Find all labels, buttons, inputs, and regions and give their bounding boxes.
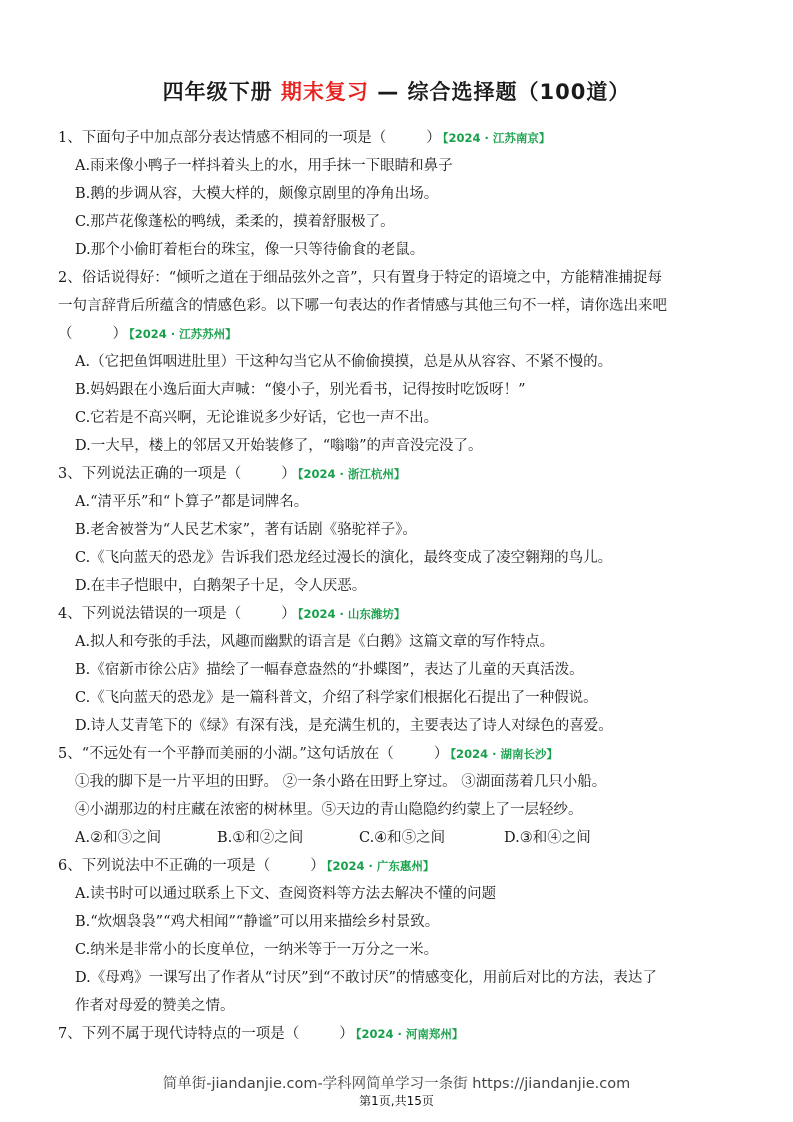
q1-option-c: C.那芦花像蓬松的鸭绒，柔柔的，摸着舒服极了。 — [75, 214, 395, 230]
q4-option-c: C.《飞向蓝天的恐龙》是一篇科普文，介绍了科学家们根据化石提出了一种假说。 — [75, 690, 598, 706]
q2-option-a: A.（它把鱼饵咽进肚里）干这种勾当它从不偷偷摸摸，总是从从容容、不紧不慢的。 — [75, 354, 613, 370]
q7-close: ） — [339, 1026, 354, 1042]
q5-sentences-1: ①我的脚下是一片平坦的田野。 ②一条小路在田野上穿过。 ③湖面荡着几只小船。 — [75, 774, 607, 790]
title-topic: — 综合选择题（100道） — [368, 80, 631, 104]
q5-source-tag: 【2024 · 湖南长沙】 — [450, 747, 558, 761]
q4-option-b: B.《宿新市徐公店》描绘了一幅春意盎然的“扑蝶图”，表达了儿童的天真活泼。 — [75, 662, 584, 678]
q2-close: ） — [112, 326, 127, 342]
q5-close: ） — [433, 746, 449, 762]
q1-option-b: B.鹅的步调从容，大模大样的，颇像京剧里的净角出场。 — [75, 186, 439, 202]
q1-source-tag: 【2024 · 江苏南京】 — [442, 131, 551, 145]
q5-sentences-2: ④小湖那边的村庄藏在浓密的树林里。⑤天边的青山隐隐约约蒙上了一层轻纱。 — [75, 802, 583, 818]
q6-option-a: A.读书时可以通过联系上下文、查阅资料等方法去解决不懂的问题 — [75, 886, 497, 902]
q1-close: ） — [426, 130, 441, 146]
q4-stem-text: 4、下列说法错误的一项是（ — [58, 606, 242, 622]
q6-option-d-cont: 作者对母爱的赞美之情。 — [75, 998, 235, 1014]
title-highlight: 期末复习 — [280, 80, 369, 104]
q3-option-c: C.《飞向蓝天的恐龙》告诉我们恐龙经过漫长的演化，最终变成了凌空翱翔的鸟儿。 — [75, 550, 613, 566]
q4-close: ） — [281, 606, 296, 622]
page-title — [0, 76, 793, 106]
q3-option-b: B.老舍被誉为“人民艺术家”，著有话剧《骆驼祥子》。 — [75, 522, 417, 538]
q4-option-a: A.拟人和夸张的手法，风趣而幽默的语言是《白鹅》这篇文章的写作特点。 — [75, 634, 555, 650]
q3-close: ） — [281, 466, 296, 482]
q1-option-d: D.那个小偷盯着柜台的珠宝，像一只等待偷食的老鼠。 — [75, 242, 425, 258]
question-1-stem — [58, 128, 550, 148]
q2-option-d: D.一大早，楼上的邻居又开始装修了，“嗡嗡”的声音没完没了。 — [75, 438, 483, 454]
q4-source-tag: 【2024 · 山东潍坊】 — [297, 607, 406, 621]
q5-stem-text: 5、“不远处有一个平静而美丽的小湖。”这句话放在（ — [58, 746, 394, 762]
q5-choice-b: B.①和②之间 — [217, 830, 304, 846]
question-2-stem-line2: 一句言辞背后所蕴含的情感色彩。以下哪一句表达的作者情感与其他三句不一样，请你选出来吧 — [58, 298, 667, 314]
q5-choice-d: D.③和④之间 — [504, 830, 591, 846]
question-6-stem — [58, 856, 434, 876]
q4-option-d: D.诗人艾青笔下的《绿》有深有浅，是充满生机的，主要表达了诗人对绿色的喜爱。 — [75, 718, 613, 734]
question-2-stem-line3 — [58, 324, 237, 344]
footer-watermark: 简单街-jiandanjie.com-学科网简单学习一条街 https://jiandanjie.com — [162, 1076, 631, 1092]
q5-choice-a: A.②和③之间 — [75, 830, 162, 846]
q6-option-b: B.“炊烟袅袅”“鸡犬相闻”“静谧”可以用来描绘乡村景致。 — [75, 914, 440, 930]
q6-option-c: C.纳米是非常小的长度单位，一纳米等于一万分之一米。 — [75, 942, 439, 958]
q6-option-d: D.《母鸡》一课写出了作者从“讨厌”到“不敢讨厌”的情感变化，用前后对比的方法，表达了 — [75, 970, 657, 986]
q7-stem-text: 7、下列不属于现代诗特点的一项是（ — [58, 1026, 300, 1042]
q2-option-b: B.妈妈跟在小逸后面大声喊：“傻小子，别光看书，记得按时吃饭呀！” — [75, 382, 526, 398]
q2-open: （ — [58, 326, 73, 342]
q3-source-tag: 【2024 · 浙江杭州】 — [297, 467, 406, 481]
q3-stem-text: 3、下列说法正确的一项是（ — [58, 466, 242, 482]
q6-source-tag: 【2024 · 广东惠州】 — [326, 859, 435, 873]
q3-option-d: D.在丰子恺眼中，白鹅架子十足，令人厌恶。 — [75, 578, 367, 594]
title-grade: 四年级下册 — [162, 80, 281, 104]
q6-close: ） — [310, 858, 325, 874]
q6-stem-text: 6、下列说法中不正确的一项是（ — [58, 858, 271, 874]
question-5-stem — [58, 744, 558, 764]
page-number: 第1页,共15页 — [359, 1094, 434, 1108]
q3-option-a: A.“清平乐”和“卜算子”都是词牌名。 — [75, 494, 309, 510]
q1-stem-text: 1、下面句子中加点部分表达情感不相同的一项是（ — [58, 130, 387, 146]
q2-source-tag: 【2024 · 江苏苏州】 — [129, 327, 237, 341]
q1-option-a: A.雨来像小鸭子一样抖着头上的水，用手抹一下眼睛和鼻子 — [75, 158, 453, 174]
question-7-stem — [58, 1024, 463, 1044]
q2-option-c: C.它若是不高兴啊，无论谁说多少好话，它也一声不出。 — [75, 410, 439, 426]
q5-choice-c: C.④和⑤之间 — [359, 830, 446, 846]
q5-choices — [75, 828, 591, 848]
question-4-stem — [58, 604, 405, 624]
question-3-stem — [58, 464, 405, 484]
question-2-stem: 2、俗话说得好：“倾听之道在于细品弦外之音”，只有置身于特定的语境之中，方能精准捕捉每 — [58, 270, 663, 286]
q7-source-tag: 【2024 · 河南郑州】 — [355, 1027, 464, 1041]
